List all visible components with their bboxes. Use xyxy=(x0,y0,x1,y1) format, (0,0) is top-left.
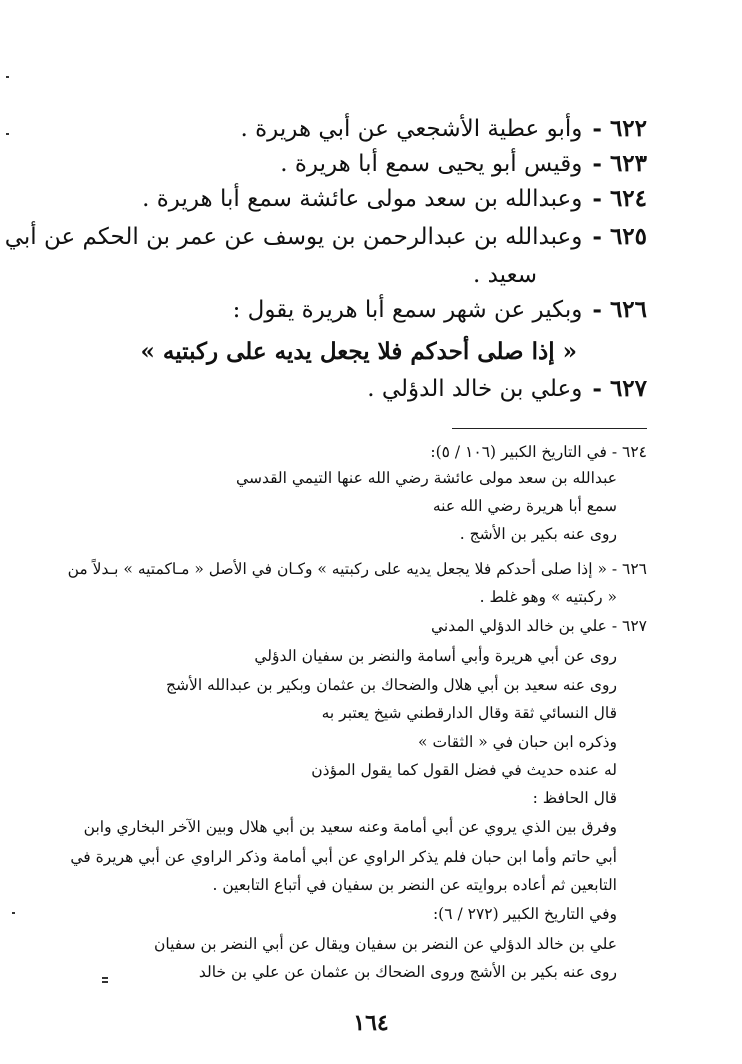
entry-625-continuation xyxy=(80,258,537,292)
entry-text: وقيس أبو يحيى سمع أبا هريرة . xyxy=(280,151,583,177)
entry-number: ٦٢٦ - xyxy=(592,296,647,323)
entry-622 xyxy=(80,112,647,146)
entry-text: وبكير عن شهر سمع أبا هريرة يقول : xyxy=(232,297,583,323)
footnote-line: وفي التاريخ الكبير (٢٧٢ / ٦): xyxy=(432,905,617,923)
scan-speck xyxy=(6,76,9,78)
footnote-line: التابعين ثم أعاده بروايته عن النضر بن سفيان في أتباع التابعين . xyxy=(212,876,617,894)
entry-number: ٦٢٧ - xyxy=(592,375,647,402)
entry-text: وأبو عطية الأشجعي عن أبي هريرة . xyxy=(240,116,583,142)
entry-number: ٦٢٣ - xyxy=(592,150,647,177)
footnote-line: أبي حاتم وأما ابن حبان فلم يذكر الراوي عن أبي أمامة وذكر الراوي عن أبي هريرة في xyxy=(70,848,617,866)
footnote-line: سمع أبا هريرة رضي الله عنه xyxy=(432,497,617,515)
scan-speck xyxy=(12,912,15,914)
scan-speck xyxy=(102,977,108,979)
footnote-line: علي بن خالد الدؤلي عن النضر بن سفيان ويقال عن أبي النضر بن سفيان xyxy=(153,935,617,953)
entry-text: وعلي بن خالد الدؤلي . xyxy=(367,376,583,402)
entry-text: سعيد . xyxy=(472,262,537,288)
footnote-line: روى عنه سعيد بن أبي هلال والضحاك بن عثمان وبكير بن عبدالله الأشج xyxy=(165,676,617,694)
entry-text: « إذا صلى أحدكم فلا يجعل يديه على ركبتيه » xyxy=(140,338,577,365)
footnote-line: له عنده حديث في فضل القول كما يقول المؤذن xyxy=(311,761,617,779)
entry-number: ٦٢٢ - xyxy=(592,115,647,142)
entry-text: وعبدالله بن سعد مولى عائشة سمع أبا هريرة . xyxy=(142,186,583,212)
scan-speck xyxy=(6,133,9,135)
entry-626 xyxy=(80,293,647,327)
footnote-line: روى عنه بكير بن الأشج . xyxy=(459,525,617,543)
entry-623 xyxy=(80,147,647,181)
footnote-line: ٦٢٦ - « إذا صلى أحدكم فلا يجعل يديه على ركبتيه » وكـان في الأصل « مـاكمتيه » بـدلاً من xyxy=(67,560,647,578)
entry-627 xyxy=(80,372,647,406)
footnote-divider xyxy=(452,428,647,429)
hadith-quote xyxy=(80,335,577,369)
footnote-line: ٦٢٤ - في التاريخ الكبير (١٠٦ / ٥): xyxy=(430,443,647,461)
entry-number: ٦٢٥ - xyxy=(592,223,647,250)
footnote-line: ٦٢٧ - علي بن خالد الدؤلي المدني xyxy=(430,617,647,635)
entry-text: وعبدالله بن عبدالرحمن بن يوسف عن عمر بن الحكم عن أبي xyxy=(4,224,583,250)
footnote-line: قال الحافظ : xyxy=(532,789,617,807)
page-number: ١٦٤ xyxy=(353,1010,389,1036)
entry-number: ٦٢٤ - xyxy=(592,185,647,212)
entry-624 xyxy=(80,182,647,216)
scan-speck xyxy=(102,981,108,983)
footnote-line: وفرق بين الذي يروي عن أبي أمامة وعنه سعيد بن أبي هلال وبين الآخر البخاري وابن xyxy=(83,818,617,836)
footnote-line: وذكره ابن حبان في « الثقات » xyxy=(418,733,617,751)
footnote-line: روى عن أبي هريرة وأبي أسامة والنضر بن سفيان الدؤلي xyxy=(254,647,617,665)
entry-625 xyxy=(4,220,647,254)
footnote-line: « ركبتيه » وهو غلط . xyxy=(479,588,617,606)
footnote-line: قال النسائي ثقة وقال الدارقطني شيخ يعتبر به xyxy=(321,704,617,722)
footnote-line: عبدالله بن سعد مولى عائشة رضي الله عنها التيمي القدسي xyxy=(236,469,617,487)
footnote-line: روى عنه بكير بن الأشج وروى الضحاك بن عثمان عن علي بن خالد xyxy=(198,963,617,981)
